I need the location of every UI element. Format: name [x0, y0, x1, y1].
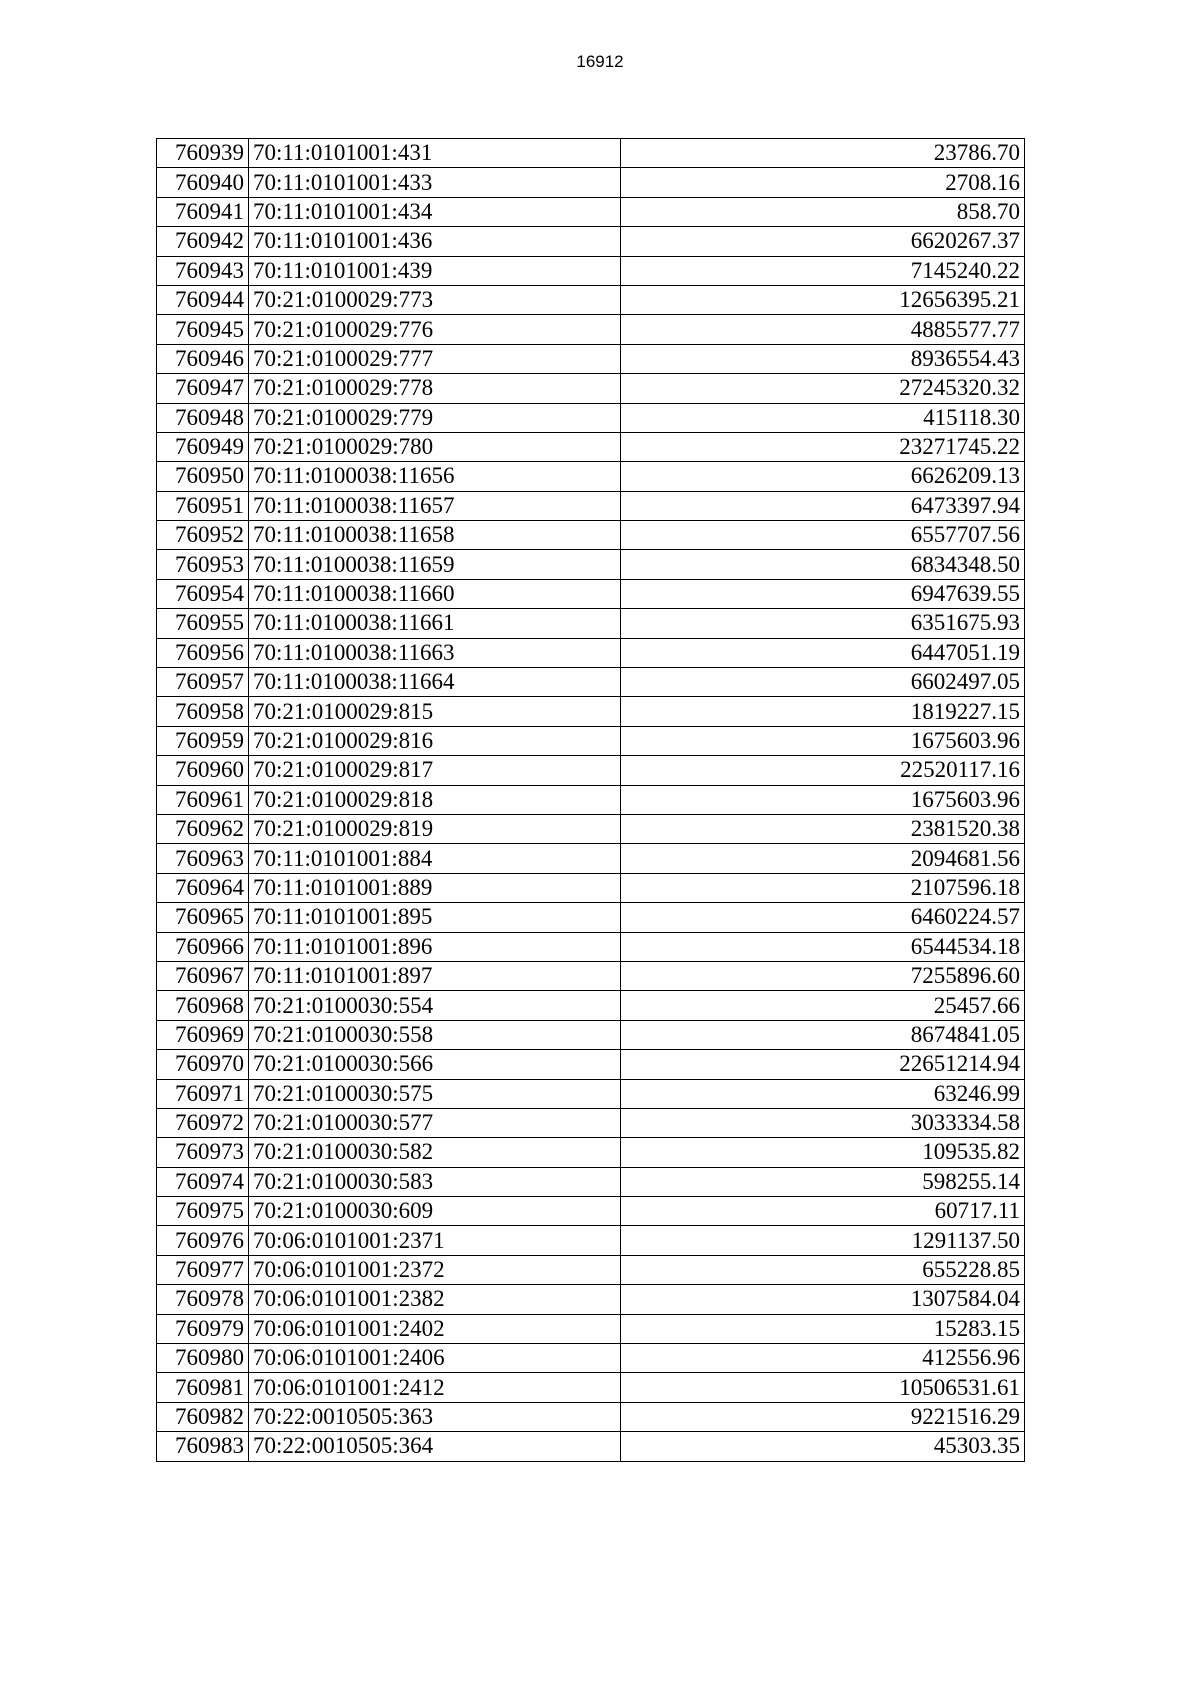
table-row	[157, 1167, 1025, 1196]
cadastral-value-cell: 22520117.16	[621, 756, 1025, 785]
cadastral-value-cell: 412556.96	[621, 1344, 1025, 1373]
cadastral-value-cell: 15283.15	[621, 1314, 1025, 1343]
cadastral-value-cell: 6602497.05	[621, 668, 1025, 697]
row-number-cell: 760942	[157, 227, 249, 256]
cadastral-number-cell: 70:21:0100029:780	[249, 432, 621, 461]
table-row	[157, 139, 1025, 168]
cadastral-value-cell: 6351675.93	[621, 609, 1025, 638]
cadastral-value-cell: 9221516.29	[621, 1402, 1025, 1431]
row-number-cell: 760958	[157, 697, 249, 726]
table-row	[157, 1197, 1025, 1226]
row-number-cell: 760946	[157, 344, 249, 373]
table-row	[157, 374, 1025, 403]
cadastral-number-cell: 70:21:0100030:582	[249, 1138, 621, 1167]
table-row	[157, 344, 1025, 373]
cadastral-number-cell: 70:06:0101001:2406	[249, 1344, 621, 1373]
cadastral-value-cell: 2708.16	[621, 168, 1025, 197]
cadastral-number-cell: 70:21:0100030:609	[249, 1197, 621, 1226]
row-number-cell: 760945	[157, 315, 249, 344]
row-number-cell: 760980	[157, 1344, 249, 1373]
table-row	[157, 726, 1025, 755]
cadastral-number-cell: 70:22:0010505:363	[249, 1402, 621, 1431]
row-number-cell: 760981	[157, 1373, 249, 1402]
table-row	[157, 1255, 1025, 1284]
table-row	[157, 550, 1025, 579]
cadastral-value-cell: 6947639.55	[621, 579, 1025, 608]
cadastral-number-cell: 70:21:0100029:817	[249, 756, 621, 785]
row-number-cell: 760971	[157, 1079, 249, 1108]
cadastral-number-cell: 70:11:0101001:439	[249, 256, 621, 285]
row-number-cell: 760962	[157, 814, 249, 843]
cadastral-value-cell: 1675603.96	[621, 785, 1025, 814]
cadastral-value-cell: 27245320.32	[621, 374, 1025, 403]
row-number-cell: 760959	[157, 726, 249, 755]
cadastral-number-cell: 70:22:0010505:364	[249, 1432, 621, 1461]
row-number-cell: 760960	[157, 756, 249, 785]
cadastral-number-cell: 70:06:0101001:2382	[249, 1285, 621, 1314]
table-row	[157, 844, 1025, 873]
table-row	[157, 521, 1025, 550]
cadastral-number-cell: 70:21:0100030:583	[249, 1167, 621, 1196]
cadastral-value-cell: 7145240.22	[621, 256, 1025, 285]
cadastral-number-cell: 70:11:0101001:884	[249, 844, 621, 873]
table-body	[157, 139, 1025, 1462]
cadastral-value-cell: 23786.70	[621, 139, 1025, 168]
cadastral-number-cell: 70:06:0101001:2402	[249, 1314, 621, 1343]
cadastral-value-cell: 6473397.94	[621, 491, 1025, 520]
table-row	[157, 932, 1025, 961]
cadastral-number-cell: 70:21:0100029:776	[249, 315, 621, 344]
row-number-cell: 760973	[157, 1138, 249, 1167]
cadastral-value-cell: 10506531.61	[621, 1373, 1025, 1402]
table-row	[157, 1373, 1025, 1402]
row-number-cell: 760955	[157, 609, 249, 638]
table-row	[157, 432, 1025, 461]
table-row	[157, 491, 1025, 520]
table-row	[157, 1138, 1025, 1167]
cadastral-value-cell: 45303.35	[621, 1432, 1025, 1461]
row-number-cell: 760965	[157, 903, 249, 932]
table-row	[157, 697, 1025, 726]
table-row	[157, 1020, 1025, 1049]
cadastral-number-cell: 70:11:0100038:11663	[249, 638, 621, 667]
cadastral-number-cell: 70:21:0100029:815	[249, 697, 621, 726]
table-row	[157, 991, 1025, 1020]
cadastral-value-cell: 7255896.60	[621, 961, 1025, 990]
cadastral-value-cell: 25457.66	[621, 991, 1025, 1020]
row-number-cell: 760972	[157, 1108, 249, 1137]
row-number-cell: 760952	[157, 521, 249, 550]
cadastral-number-cell: 70:21:0100029:778	[249, 374, 621, 403]
table-row	[157, 285, 1025, 314]
table-row	[157, 579, 1025, 608]
cadastral-value-cell: 598255.14	[621, 1167, 1025, 1196]
cadastral-value-cell: 2107596.18	[621, 873, 1025, 902]
row-number-cell: 760974	[157, 1167, 249, 1196]
table-row	[157, 668, 1025, 697]
row-number-cell: 760967	[157, 961, 249, 990]
cadastral-value-cell: 6447051.19	[621, 638, 1025, 667]
cadastral-number-cell: 70:21:0100029:819	[249, 814, 621, 843]
table-row	[157, 1314, 1025, 1343]
cadastral-number-cell: 70:21:0100029:816	[249, 726, 621, 755]
row-number-cell: 760944	[157, 285, 249, 314]
cadastral-number-cell: 70:21:0100030:577	[249, 1108, 621, 1137]
cadastral-value-cell: 60717.11	[621, 1197, 1025, 1226]
row-number-cell: 760961	[157, 785, 249, 814]
cadastral-value-cell: 12656395.21	[621, 285, 1025, 314]
cadastral-value-cell: 6620267.37	[621, 227, 1025, 256]
cadastral-number-cell: 70:06:0101001:2371	[249, 1226, 621, 1255]
row-number-cell: 760979	[157, 1314, 249, 1343]
cadastral-value-cell: 6626209.13	[621, 462, 1025, 491]
cadastral-value-cell: 6460224.57	[621, 903, 1025, 932]
row-number-cell: 760975	[157, 1197, 249, 1226]
cadastral-number-cell: 70:11:0100038:11656	[249, 462, 621, 491]
row-number-cell: 760977	[157, 1255, 249, 1284]
row-number-cell: 760968	[157, 991, 249, 1020]
table-row	[157, 1050, 1025, 1079]
table-row	[157, 756, 1025, 785]
cadastral-value-cell: 858.70	[621, 197, 1025, 226]
row-number-cell: 760969	[157, 1020, 249, 1049]
row-number-cell: 760966	[157, 932, 249, 961]
cadastral-value-cell: 4885577.77	[621, 315, 1025, 344]
row-number-cell: 760949	[157, 432, 249, 461]
row-number-cell: 760964	[157, 873, 249, 902]
table-row	[157, 903, 1025, 932]
cadastral-value-cell: 22651214.94	[621, 1050, 1025, 1079]
table-row	[157, 785, 1025, 814]
cadastral-number-cell: 70:11:0100038:11664	[249, 668, 621, 697]
row-number-cell: 760983	[157, 1432, 249, 1461]
table-row	[157, 1402, 1025, 1431]
cadastral-value-cell: 8674841.05	[621, 1020, 1025, 1049]
table-row	[157, 1432, 1025, 1461]
cadastral-number-cell: 70:11:0100038:11657	[249, 491, 621, 520]
cadastral-number-cell: 70:21:0100029:779	[249, 403, 621, 432]
row-number-cell: 760954	[157, 579, 249, 608]
table-row	[157, 873, 1025, 902]
table-row	[157, 961, 1025, 990]
row-number-cell: 760950	[157, 462, 249, 491]
row-number-cell: 760970	[157, 1050, 249, 1079]
table-row	[157, 403, 1025, 432]
cadastral-number-cell: 70:11:0101001:434	[249, 197, 621, 226]
cadastral-number-cell: 70:11:0101001:896	[249, 932, 621, 961]
table-row	[157, 1344, 1025, 1373]
cadastral-number-cell: 70:21:0100030:554	[249, 991, 621, 1020]
row-number-cell: 760951	[157, 491, 249, 520]
cadastral-number-cell: 70:06:0101001:2372	[249, 1255, 621, 1284]
cadastral-value-cell: 1307584.04	[621, 1285, 1025, 1314]
table-row	[157, 1079, 1025, 1108]
cadastral-number-cell: 70:11:0100038:11658	[249, 521, 621, 550]
table-row	[157, 315, 1025, 344]
row-number-cell: 760940	[157, 168, 249, 197]
cadastral-number-cell: 70:11:0101001:431	[249, 139, 621, 168]
cadastral-value-cell: 3033334.58	[621, 1108, 1025, 1137]
row-number-cell: 760948	[157, 403, 249, 432]
row-number-cell: 760953	[157, 550, 249, 579]
row-number-cell: 760982	[157, 1402, 249, 1431]
page-number: 16912	[576, 52, 624, 71]
table-row	[157, 814, 1025, 843]
row-number-cell: 760941	[157, 197, 249, 226]
cadastral-number-cell: 70:11:0101001:889	[249, 873, 621, 902]
cadastral-value-cell: 6834348.50	[621, 550, 1025, 579]
table-row	[157, 1108, 1025, 1137]
row-number-cell: 760978	[157, 1285, 249, 1314]
row-number-cell: 760939	[157, 139, 249, 168]
row-number-cell: 760947	[157, 374, 249, 403]
cadastral-value-cell: 23271745.22	[621, 432, 1025, 461]
cadastral-value-cell: 6544534.18	[621, 932, 1025, 961]
cadastral-value-cell: 2381520.38	[621, 814, 1025, 843]
table-row	[157, 1285, 1025, 1314]
cadastral-value-cell: 1675603.96	[621, 726, 1025, 755]
cadastral-number-cell: 70:11:0100038:11659	[249, 550, 621, 579]
cadastral-number-cell: 70:11:0100038:11660	[249, 579, 621, 608]
cadastral-value-cell: 1819227.15	[621, 697, 1025, 726]
row-number-cell: 760957	[157, 668, 249, 697]
row-number-cell: 760956	[157, 638, 249, 667]
cadastral-number-cell: 70:11:0101001:895	[249, 903, 621, 932]
cadastral-value-table	[156, 138, 1025, 1462]
row-number-cell: 760976	[157, 1226, 249, 1255]
table-row	[157, 638, 1025, 667]
cadastral-value-cell: 63246.99	[621, 1079, 1025, 1108]
table-row	[157, 168, 1025, 197]
table-row	[157, 197, 1025, 226]
cadastral-value-cell: 6557707.56	[621, 521, 1025, 550]
cadastral-number-cell: 70:21:0100029:773	[249, 285, 621, 314]
table-row	[157, 1226, 1025, 1255]
cadastral-number-cell: 70:11:0101001:436	[249, 227, 621, 256]
row-number-cell: 760943	[157, 256, 249, 285]
cadastral-number-cell: 70:11:0100038:11661	[249, 609, 621, 638]
cadastral-number-cell: 70:21:0100030:575	[249, 1079, 621, 1108]
cadastral-number-cell: 70:21:0100029:818	[249, 785, 621, 814]
table-row	[157, 462, 1025, 491]
cadastral-number-cell: 70:21:0100030:558	[249, 1020, 621, 1049]
row-number-cell: 760963	[157, 844, 249, 873]
cadastral-number-cell: 70:21:0100030:566	[249, 1050, 621, 1079]
cadastral-number-cell: 70:11:0101001:433	[249, 168, 621, 197]
cadastral-number-cell: 70:11:0101001:897	[249, 961, 621, 990]
cadastral-value-cell: 415118.30	[621, 403, 1025, 432]
cadastral-value-cell: 2094681.56	[621, 844, 1025, 873]
cadastral-number-cell: 70:06:0101001:2412	[249, 1373, 621, 1402]
table-row	[157, 227, 1025, 256]
cadastral-value-cell: 1291137.50	[621, 1226, 1025, 1255]
table-row	[157, 256, 1025, 285]
cadastral-value-cell: 655228.85	[621, 1255, 1025, 1284]
cadastral-value-cell: 109535.82	[621, 1138, 1025, 1167]
cadastral-value-cell: 8936554.43	[621, 344, 1025, 373]
table-row	[157, 609, 1025, 638]
cadastral-number-cell: 70:21:0100029:777	[249, 344, 621, 373]
